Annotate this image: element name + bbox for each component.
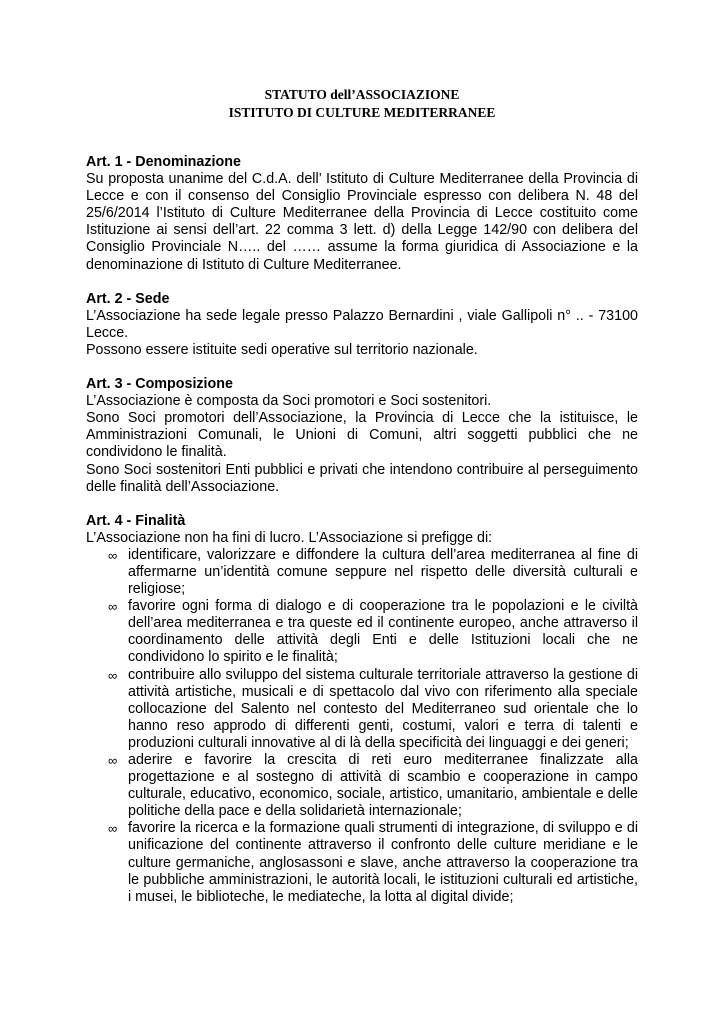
article-heading: Art. 1 - Denominazione: [86, 154, 241, 170]
article-paragraph: Su proposta unanime del C.d.A. dell’ Istituto di Culture Mediterranee della Provincia di Lecce e con il consenso del Consiglio Provinciale espresso con delibera N. 48 del 25/6/2014 l’Istituto di Culture Mediterranee della Provincia di Lecce costituito come Istituzione ai sensi dell’art. 22 comma 3 lett. d) della Legge 142/90 con delibera del Consiglio Provinciale N….. del …… assume la forma giuridica di Associazione e la denominazione di Istituto di Culture Mediterranee.: [86, 171, 638, 273]
infinity-bullet-icon: ∞: [108, 547, 118, 563]
article-intro: L’Associazione non ha fini di lucro. L’Associazione si prefigge di:: [86, 529, 493, 546]
list-item-text: aderire e favorire la crescita di reti euro mediterranee finalizzate alla progettazione e al sostegno di attività di scambio e cooperazione in campo culturale, educativo, economico, sociale, artistico, umanitario, ambientale e delle politiche della pace e della solidarietà internazionale;: [128, 752, 638, 820]
article-heading: Art. 3 - Composizione: [86, 376, 233, 393]
finalita-list: [86, 547, 638, 906]
list-item-text: contribuire allo sviluppo del sistema culturale territoriale attraverso la gestione di attività artistiche, musicali e di spettacolo dal vivo con riferimento alla speciale collocazione del Salento nel contesto del Mediterraneo sud orientale che lo hanno reso approdo di differenti genti, costumi, valori e terra di talenti e produzioni culturali innovative al di là della specificità dei linguaggi e dei generi;: [128, 666, 638, 751]
article-4: [86, 513, 638, 906]
document-title: [86, 86, 638, 122]
article-1: [86, 154, 638, 274]
article-2: [86, 291, 638, 359]
article-heading: Art. 2 - Sede: [86, 290, 170, 307]
list-item-text: identificare, valorizzare e diffondere la cultura dell’area mediterranea al fine di affermarne un’identità comune seppure nel rispetto delle diversità culturali e religiose;: [128, 546, 638, 598]
document-body: [86, 154, 638, 923]
list-item: [86, 667, 638, 752]
title-line-2: ISTITUTO DI CULTURE MEDITERRANEE: [228, 105, 496, 120]
list-item: [86, 820, 638, 905]
infinity-bullet-icon: ∞: [108, 667, 118, 683]
infinity-bullet-icon: ∞: [108, 753, 118, 768]
list-item: [86, 752, 638, 820]
article-paragraph: Sono Soci sostenitori Enti pubblici e privati che intendono contribuire al perseguimento delle finalità dell’Associazione.: [86, 461, 638, 495]
infinity-bullet-icon: ∞: [108, 599, 118, 615]
article-paragraph: Sono Soci promotori dell’Associazione, la Provincia di Lecce che la istituisce, le Amministrazioni Comunali, le Unioni di Comuni, altri soggetti pubblici che ne condividono le finalità.: [86, 410, 638, 461]
article-paragraph: Possono essere istituite sedi operative sul territorio nazionale.: [86, 341, 478, 358]
article-3: [86, 376, 638, 496]
list-item: [86, 547, 638, 598]
article-paragraph: L’Associazione ha sede legale presso Palazzo Bernardini , viale Gallipoli n° .. - 73100 Lecce.: [86, 307, 638, 341]
infinity-bullet-icon: ∞: [108, 821, 118, 837]
article-heading: Art. 4 - Finalità: [86, 512, 186, 529]
list-item: [86, 598, 638, 666]
list-item-text: favorire ogni forma di dialogo e di cooperazione tra le popolazioni e le civiltà dell’area mediterranea e tra queste ed il continente europeo, anche attraverso il coordinamento delle attività degli Enti e delle Istituzioni locali che ne condividono lo spirito e le finalità;: [128, 598, 638, 666]
title-line-1: STATUTO dell’ASSOCIAZIONE: [264, 87, 460, 102]
list-item-text: favorire la ricerca e la formazione quali strumenti di integrazione, di sviluppo e di unificazione del continente attraverso il confronto delle culture meridiane e le culture germaniche, anglosassoni e slave, anche attraverso la cooperazione tra le pubbliche amministrazioni, le autorità locali, le istituzioni culturali ed artistiche, i musei, le biblioteche, le mediateche, la lotta al digital divide;: [128, 820, 638, 905]
article-paragraph: L’Associazione è composta da Soci promotori e Soci sostenitori.: [86, 393, 492, 410]
